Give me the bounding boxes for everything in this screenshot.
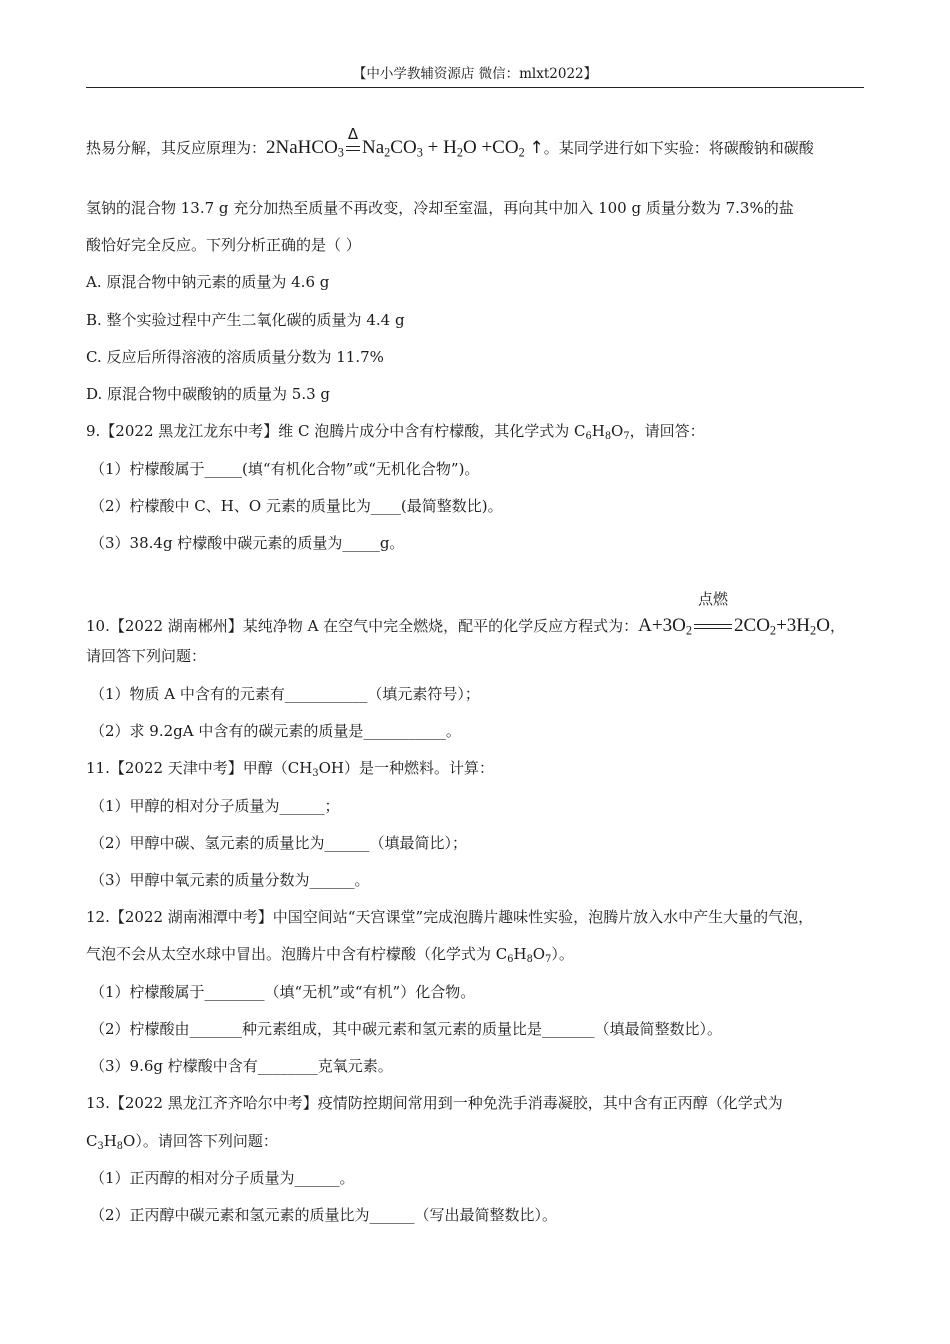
q8-option-c: C. 反应后所得溶液的溶质质量分数为 11.7%: [86, 348, 384, 366]
q12-line2-a: 气泡不会从太空水球中冒出。泡腾片中含有柠檬酸（化学式为 C: [86, 945, 508, 963]
q13-line2: $C_3H_8O$）。请回答下列问题：: [86, 1132, 278, 1152]
q8-option-a: A. 原混合物中钠元素的质量为 4.6 g: [86, 273, 330, 291]
q11-part1: （1）甲醇的相对分子质量为______；: [90, 797, 340, 815]
q10-stem: [86, 592, 845, 638]
q11-part2: （2）甲醇中碳、氢元素的质量比为______（填最简比）；: [90, 834, 468, 852]
q11-stem-a: 11.【2022 天津中考】甲醇（CH: [86, 759, 313, 777]
q12-line2-b: ）。: [551, 945, 574, 963]
q12-line1: 12.【2022 湖南湘潭中考】中国空间站“天宫课堂”完成泡腾片趣味性实验，泡腾片放入水中产生大量的气泡，: [86, 908, 814, 926]
header-rule: [86, 87, 864, 88]
q13-line2-b: O）。请回答下列问题：: [123, 1132, 278, 1150]
q12-part3: （3）9.6g 柠檬酸中含有________克氧元素。: [90, 1057, 393, 1075]
q13-line2-a: C: [86, 1132, 98, 1150]
q13-line1: 13.【2022 黑龙江齐齐哈尔中考】疫情防控期间常用到一种免洗手消毒凝胶，其中含有正丙醇（化学式为: [86, 1094, 783, 1112]
q9-stem: 9.【2022 黑龙江龙东中考】维 C 泡腾片成分中含有柠檬酸，其化学式为 $C_6H_8O_7$，请回答：: [86, 422, 705, 442]
q8-line3: 酸恰好完全反应。下列分析正确的是（ ）: [86, 236, 361, 254]
q11-part3: （3）甲醇中氧元素的质量分数为______。: [90, 871, 370, 889]
q11-stem: 11.【2022 天津中考】甲醇$(CH_3OH)$是一种燃料。计算：: [86, 759, 494, 779]
q12-part1: （1）柠檬酸属于________（填“无机”或“有机”）化合物。: [90, 983, 476, 1001]
q8-line1: [86, 125, 814, 160]
q9-part1: （1）柠檬酸属于_____(填“有机化合物”或“无机化合物”)。: [90, 460, 480, 478]
gas-arrow-icon: ↑: [529, 138, 544, 158]
q11-stem-b: OH）是一种燃料。计算：: [318, 759, 494, 777]
q12-part2: （2）柠檬酸由_______种元素组成，其中碳元素和氢元素的质量比是_______（填最简整数比）。: [90, 1020, 723, 1038]
q8-equation: 2NaHCO$_3$ Δ $Na_2CO_3 + H_2O +CO_2$ ↑: [266, 125, 544, 160]
q10-line2: 请回答下列问题：: [86, 647, 207, 665]
q13-part2: （2）正丙醇中碳元素和氢元素的质量比为______（写出最简整数比）。: [90, 1206, 558, 1224]
heat-condition: Δ: [347, 125, 359, 143]
q8-line1-suffix: 。某同学进行如下实验：将碳酸钠和碳酸: [543, 139, 814, 157]
q8-line1-prefix: 热易分解，其反应原理为：: [86, 139, 267, 157]
q10-stem-prefix: 10.【2022 湖南郴州】某纯净物 A 在空气中完全燃烧，配平的化学反应方程式为：: [86, 617, 639, 635]
q9-stem-a: 9.【2022 黑龙江龙东中考】维 C 泡腾片成分中含有柠檬酸，其化学式为 C: [86, 422, 586, 440]
q12-line2: 气泡不会从太空水球中冒出。泡腾片中含有柠檬酸（化学式为 $C_6H_8O_7$）。: [86, 945, 574, 965]
q8-option-d: D. 原混合物中碳酸钠的质量为 5.3 g: [86, 385, 331, 403]
q10-equation: $A+3O_2$ 点燃 $2CO_2+3H_2O$: [638, 592, 830, 638]
q10-stem-suffix: ，: [829, 617, 845, 635]
q8-line2: 氢钠的混合物 13.7 g 充分加热至质量不再改变，冷却至室温，再向其中加入 100 g 质量分数为 7.3%的盐: [86, 199, 794, 217]
page-header: 【中小学教辅资源店 微信：mlxt2022】: [352, 66, 598, 82]
q9-part3: （3）38.4g 柠檬酸中碳元素的质量为_____g。: [90, 534, 405, 552]
q8-equation-arrow: [346, 125, 360, 158]
q8-option-b: B. 整个实验过程中产生二氧化碳的质量为 4.4 g: [86, 311, 405, 329]
q9-stem-b: ，请回答：: [629, 422, 705, 440]
q13-part1: （1）正丙醇的相对分子质量为______。: [90, 1169, 355, 1187]
ignite-condition: 点燃: [698, 592, 729, 608]
q10-part2: （2）求 9.2gA 中含有的碳元素的质量是___________。: [90, 722, 461, 740]
q9-part2: （2）柠檬酸中 C、H、O 元素的质量比为____(最简整数比)。: [90, 497, 503, 515]
q10-part1: （1）物质 A 中含有的元素有___________（填元素符号）；: [90, 685, 480, 703]
q10-equation-arrow: [694, 592, 732, 636]
